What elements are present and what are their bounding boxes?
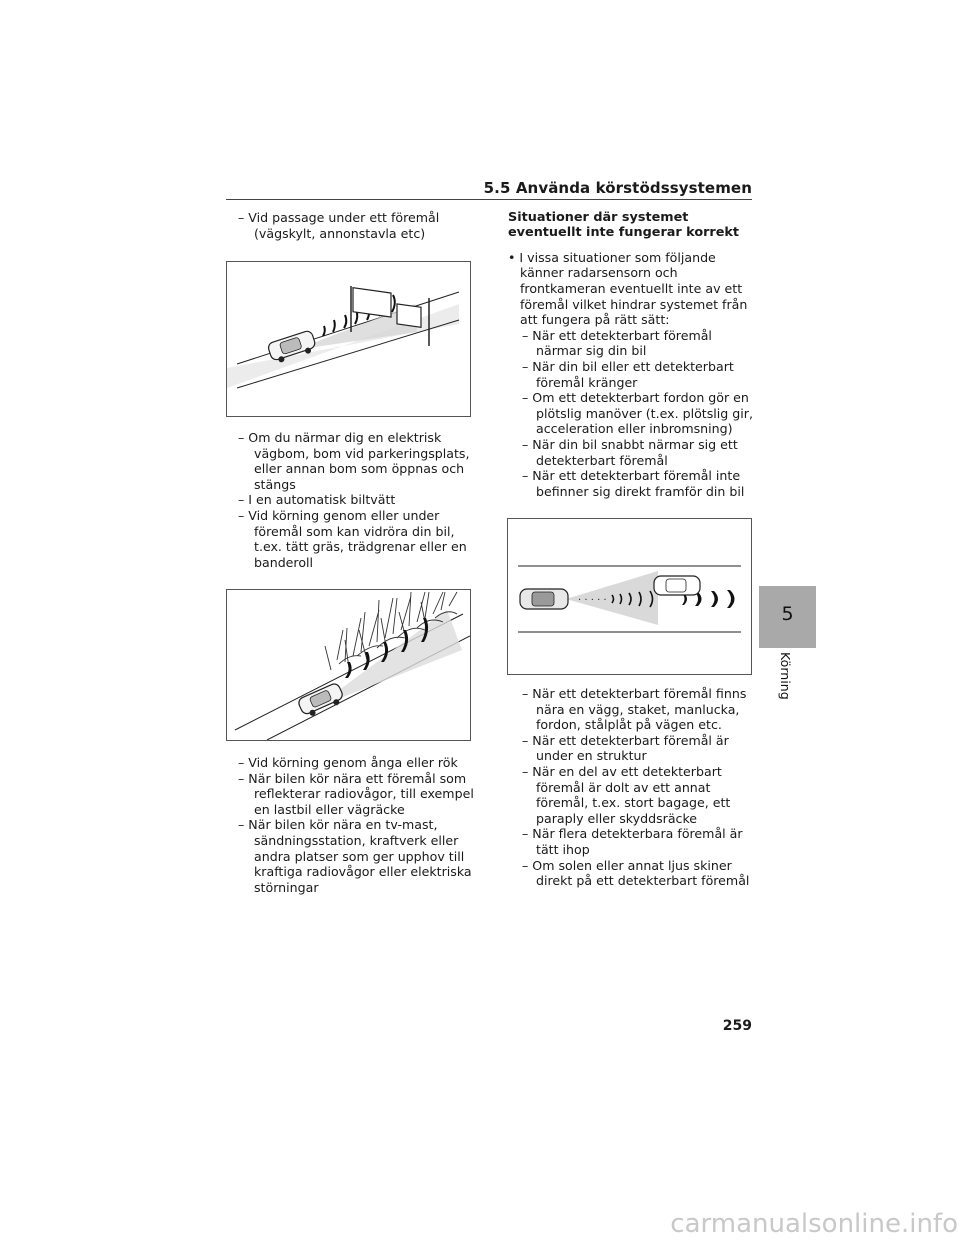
- list-item: – När ett detekterbart föremål närmar sig din bil: [522, 327, 712, 359]
- list-item: – När din bil snabbt närmar sig ett detekterbart föremål: [522, 436, 738, 468]
- overhead-sign-illustration: [227, 262, 470, 416]
- list-item: – När en del av ett detekterbart föremål är dolt av ett annat föremål, t.ex. stort bagage, ett paraply eller skyddsräcke: [522, 763, 731, 826]
- list-item: – När flera detekterbara föremål är tätt ihop: [522, 826, 743, 857]
- list-item: – Vid körning genom eller under föremål som kan vidröra din bil, t.ex. tätt gräs, trädgrenar eller en banderoll: [238, 507, 467, 570]
- section-title: 5.5 Använda körstödssystemen: [483, 179, 752, 197]
- list-item: – Om solen eller annat ljus skiner direkt på ett detekterbart föremål: [522, 857, 750, 889]
- list-item: – Vid körning genom ånga eller rök: [238, 755, 458, 770]
- header-divider: [226, 199, 752, 200]
- page-number: 259: [722, 1018, 752, 1034]
- chapter-label: Körning: [778, 652, 793, 700]
- offset-vehicle-illustration: [508, 519, 751, 674]
- list-item: – Vid passage under ett föremål (vägskylt, annonstavla etc): [238, 210, 440, 241]
- figure-overhead-sign: [226, 261, 471, 417]
- list-item: – När bilen kör nära ett föremål som reflekterar radiovågor, till exempel en lastbil eller vägräcke: [238, 770, 474, 817]
- right-column-block2: [508, 686, 758, 889]
- left-column: [238, 210, 478, 241]
- svg-text:· · · · ·: · · · · ·: [578, 595, 607, 606]
- figure-tall-grass: [226, 589, 471, 741]
- list-item: – Om du närmar dig en elektrisk vägbom, bom vid parkeringsplats, eller annan bom som öppnas och stängs: [238, 430, 470, 492]
- list-item: – När bilen kör nära en tv-mast, sändningsstation, kraftverk eller andra platser som ger upphov till kraftiga radiovågor eller elektriska störningar: [238, 817, 472, 895]
- left-column-block3: [238, 755, 478, 895]
- bullet-item: • I vissa situationer som följande känner radarsensorn och frontkameran eventuellt inte av ett föremål vilket hindrar systemet från att fungera på rätt sätt:: [508, 249, 748, 328]
- chapter-number: 5: [781, 603, 794, 625]
- list-item: – När din bil eller ett detekterbart föremål kränger: [522, 358, 734, 390]
- list-item: – I en automatisk biltvätt: [238, 492, 396, 508]
- list-item: – När ett detekterbart föremål är under en struktur: [522, 732, 729, 764]
- list-item: – När ett detekterbart föremål finns nära en vägg, staket, manlucka, fordon, stålplåt på vägen etc.: [522, 686, 747, 733]
- list-item: – Om ett detekterbart fordon gör en plötslig manöver (t.ex. plötslig gir, acceleration eller inbromsning): [522, 390, 753, 437]
- left-column-block2: [238, 430, 478, 570]
- figure-offset-vehicle: [507, 518, 752, 675]
- subsection-heading: Situationer där systemet eventuellt inte fungerar korrekt: [508, 210, 740, 241]
- tall-grass-illustration: [227, 590, 470, 740]
- right-column: [508, 210, 758, 499]
- watermark: carmanualsonline.info: [670, 1209, 958, 1239]
- list-item: – När ett detekterbart föremål inte befinner sig direkt framför din bil: [522, 468, 745, 499]
